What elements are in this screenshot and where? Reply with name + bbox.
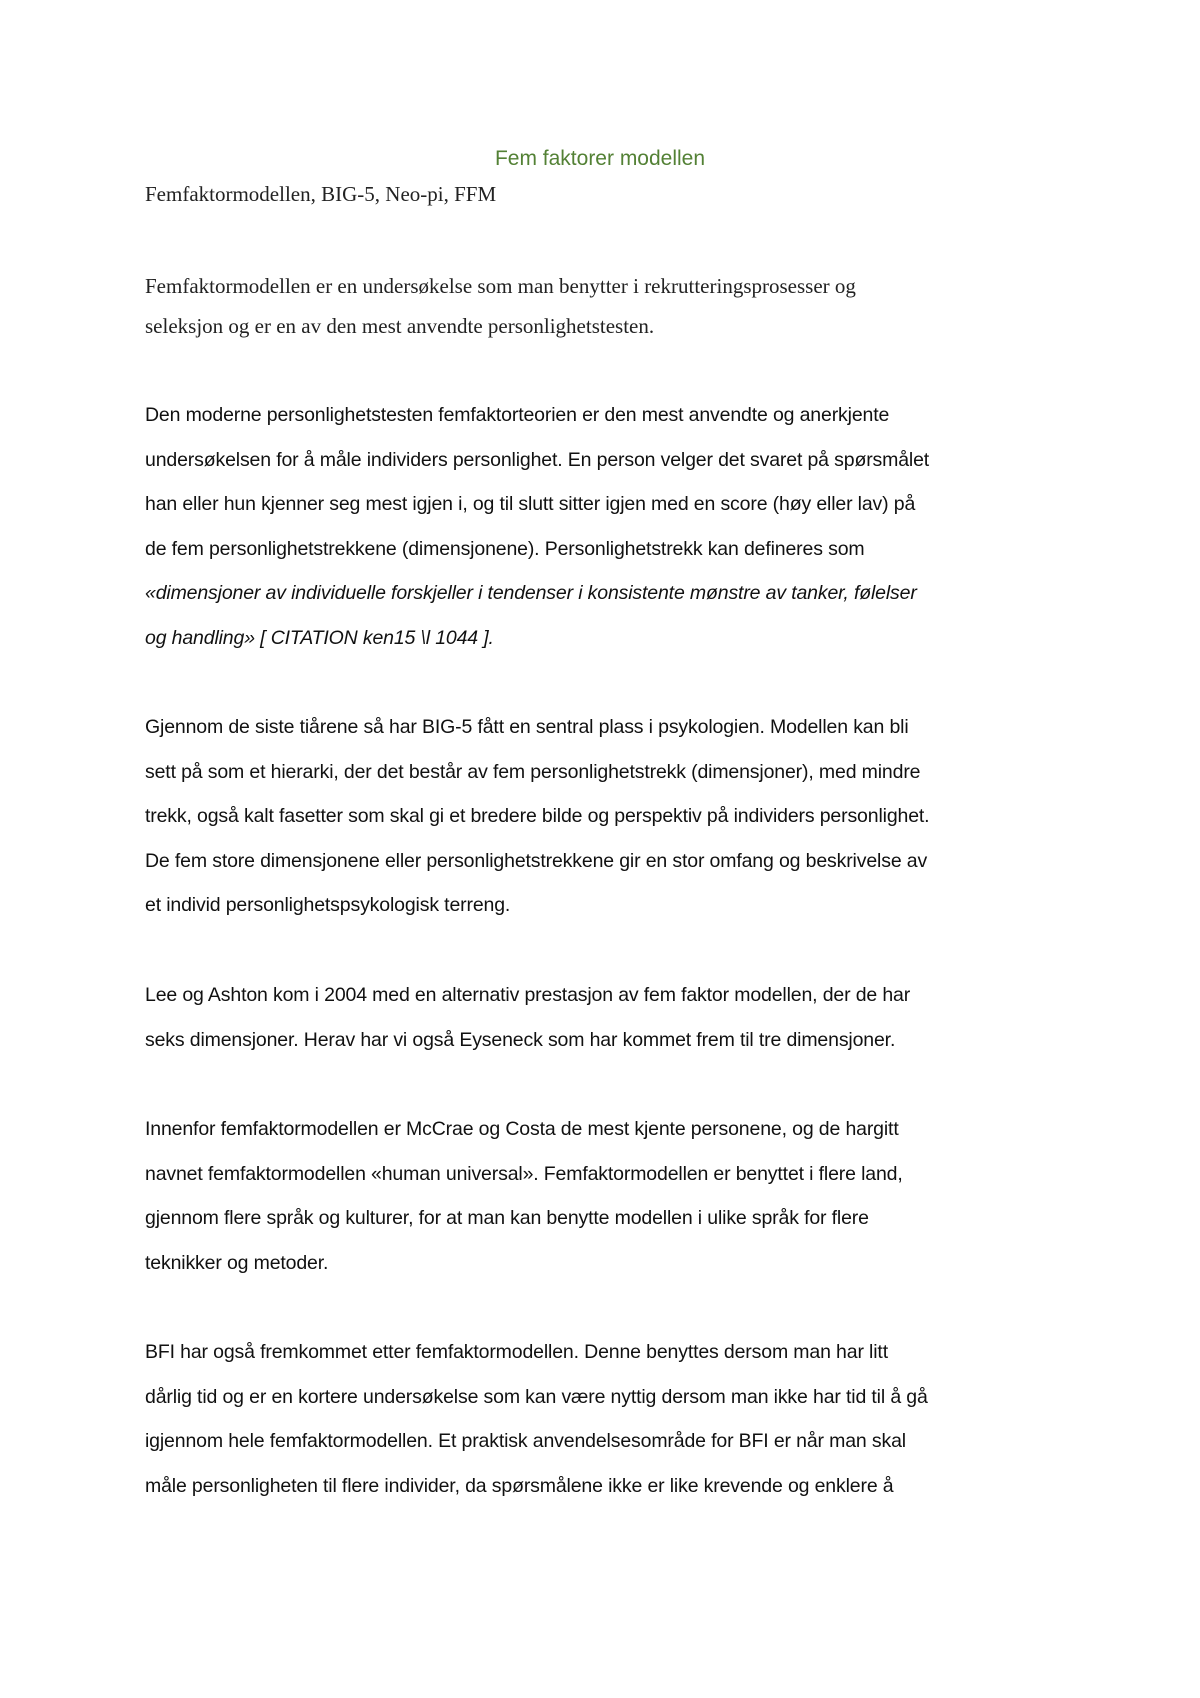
text-line: Gjennom de siste tiårene så har BIG-5 fått en sentral plass i psykologien. Modellen kan bli <box>145 716 909 738</box>
document-subtitle <box>145 174 1065 214</box>
intro-paragraph <box>145 266 1065 346</box>
text-line: igjennom hele femfaktormodellen. Et praktisk anvendelsesområde for BFI er når man skal <box>145 1430 906 1453</box>
paragraph-4 <box>145 1107 1065 1285</box>
text-line: sett på som et hierarki, der det består av fem personlighetstrekk (dimensjoner), med mindre <box>145 760 921 783</box>
text-line: seleksjon og er en av den mest anvendte personlighetstesten. <box>145 314 655 338</box>
text-line: teknikker og metoder. <box>145 1251 329 1274</box>
text-line: BFI har også fremkommet etter femfaktormodellen. Denne benyttes dersom man har litt <box>145 1341 888 1363</box>
text-line: han eller hun kjenner seg mest igjen i, og til slutt sitter igjen med en score (høy eller lav) på <box>145 493 916 516</box>
text-line: undersøkelsen for å måle individers personlighet. En person velger det svaret på spørsmålet <box>145 448 930 471</box>
text-line: de fem personlighetstrekkene (dimensjonene). Personlighetstrekk kan defineres som <box>145 537 865 560</box>
paragraph-2 <box>145 705 1065 928</box>
document-title: Fem faktorer modellen <box>494 147 706 170</box>
paragraph-1 <box>145 393 1065 661</box>
text-line: Den moderne personlighetstesten femfaktorteorien er den mest anvendte og anerkjente <box>145 404 890 426</box>
text-line: De fem store dimensjonene eller personlighetstrekkene gir en stor omfang og beskrivelse av <box>145 849 928 872</box>
text-line: dårlig tid og er en kortere undersøkelse som kan være nyttig dersom man ikke har tid til å gå <box>145 1385 928 1408</box>
text-line: et individ personlighetspsykologisk terreng. <box>145 894 511 917</box>
text-line: gjennom flere språk og kulturer, for at man kan benytte modellen i ulike språk for flere <box>145 1207 869 1230</box>
subtitle-line: Femfaktormodellen, BIG-5, Neo-pi, FFM <box>145 182 497 206</box>
text-line: Lee og Ashton kom i 2004 med en alternativ prestasjon av fem faktor modellen, der de har <box>145 984 911 1006</box>
quote-line: «dimensjoner av individuelle forskjeller i tendenser i konsistente mønstre av tanker, følelser <box>145 582 917 605</box>
text-line: seks dimensjoner. Herav har vi også Eyseneck som har kommet frem til tre dimensjoner. <box>145 1028 896 1051</box>
citation-line: og handling» [ CITATION ken15 \l 1044 ]. <box>145 626 494 649</box>
text-line: Femfaktormodellen er en undersøkelse som man benytter i rekrutteringsprosesser og <box>145 274 856 298</box>
text-line: navnet femfaktormodellen «human universal». Femfaktormodellen er benyttet i flere land, <box>145 1162 903 1185</box>
text-line: måle personligheten til flere individer, da spørsmålene ikke er like krevende og enklere å <box>145 1474 894 1497</box>
text-line: Innenfor femfaktormodellen er McCrae og Costa de mest kjente personene, og de hargitt <box>145 1118 899 1140</box>
paragraph-5 <box>145 1330 1065 1508</box>
paragraph-3 <box>145 973 1065 1062</box>
text-line: trekk, også kalt fasetter som skal gi et bredere bilde og perspektiv på individers personlighet. <box>145 805 930 828</box>
